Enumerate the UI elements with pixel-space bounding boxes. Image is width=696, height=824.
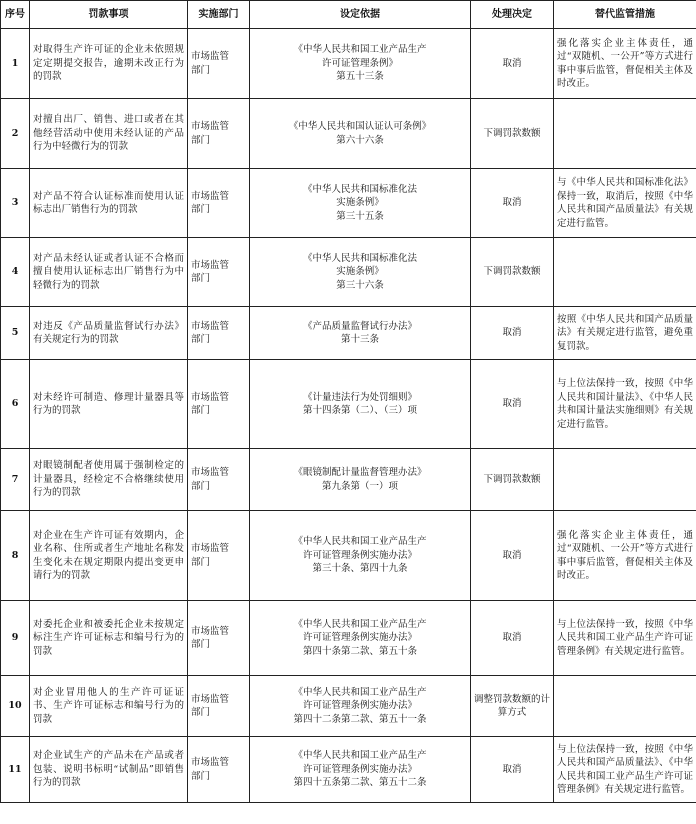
legal-basis-line: 《中华人民共和国认证认可条例》 <box>288 121 432 132</box>
legal-basis-line: 实施条例》 <box>336 266 384 278</box>
legal-basis-line: 《产品质量监督试行办法》 <box>302 320 417 332</box>
header-decision: 处理决定 <box>471 1 554 29</box>
legal-basis-cell <box>250 169 471 238</box>
legal-basis-line: 第十三条 <box>340 334 379 345</box>
legal-basis-line: 许可证管理条例实施办法》 <box>302 632 417 644</box>
table-row <box>1 307 696 360</box>
table-body <box>1 29 696 803</box>
alternative-measure-cell <box>554 676 696 737</box>
fine-item-cell: 对企业在生产许可证有效期内，企业名称、住所或者生产地址名称发生变化未在规定期限内提出变更申请行为的罚款 <box>30 511 188 601</box>
legal-basis-line: 《计量违法行为处罚细则》 <box>302 391 417 403</box>
decision-cell: 下调罚款数额 <box>471 449 554 511</box>
row-number: 7 <box>1 449 30 511</box>
row-number: 1 <box>1 29 30 99</box>
header-dept: 实施部门 <box>188 1 250 29</box>
legal-basis-line: 第三十六条 <box>336 279 384 291</box>
table-header-row <box>1 1 696 29</box>
legal-basis-line: 实施条例》 <box>336 197 384 209</box>
alternative-measure-cell: 与上位法保持一致，按照《中华人民共和国工业产品生产许可证管理条例》有关规定进行监管。 <box>554 601 696 676</box>
alternative-measure-cell: 与《中华人民共和国标准化法》保持一致，取消后，按照《中华人民共和国产品质量法》有关规定进行监管。 <box>554 169 696 238</box>
department-cell: 市场监管部门 <box>188 449 250 511</box>
fine-item-cell: 对擅自出厂、销售、进口或者在其他经营活动中使用未经认证的产品行为中轻微行为的罚款 <box>30 99 188 169</box>
alternative-measure-cell <box>554 99 696 169</box>
alternative-measure-cell <box>554 238 696 307</box>
legal-basis-cell <box>250 29 471 99</box>
row-number: 8 <box>1 511 30 601</box>
legal-basis-line: 《中华人民共和国标准化法 <box>302 183 417 195</box>
header-basis: 设定依据 <box>250 1 471 29</box>
decision-cell: 取消 <box>471 307 554 360</box>
table-row <box>1 169 696 238</box>
table-row <box>1 238 696 307</box>
decision-cell: 取消 <box>471 360 554 449</box>
alternative-measure-cell <box>554 449 696 511</box>
legal-basis-line: 第三十五条 <box>336 210 384 222</box>
legal-basis-cell <box>250 449 471 511</box>
fine-item-cell: 对违反《产品质量监督试行办法》有关规定行为的罚款 <box>30 307 188 360</box>
legal-basis-cell <box>250 676 471 737</box>
legal-basis-line: 《眼镜制配计量监督管理办法》 <box>293 467 427 478</box>
decision-cell: 调整罚款数额的计算方式 <box>471 676 554 737</box>
legal-basis-line: 第四十五条第二款、第五十二条 <box>293 777 427 789</box>
row-number: 5 <box>1 307 30 360</box>
table-row <box>1 360 696 449</box>
legal-basis-line: 《中华人民共和国工业产品生产 <box>293 618 427 630</box>
decision-cell: 取消 <box>471 29 554 99</box>
table-row <box>1 29 696 99</box>
fine-item-cell: 对产品不符合认证标准而使用认证标志出厂销售行为的罚款 <box>30 169 188 238</box>
legal-basis-cell <box>250 360 471 449</box>
legal-basis-line: 第十四条第（二）、（三）项 <box>302 405 417 416</box>
legal-basis-cell <box>250 601 471 676</box>
legal-basis-line: 第四十条第二款、第五十条 <box>302 645 417 657</box>
legal-basis-line: 第三十条、第四十九条 <box>312 563 408 575</box>
decision-cell: 下调罚款数额 <box>471 99 554 169</box>
table-row <box>1 99 696 169</box>
decision-cell: 取消 <box>471 169 554 238</box>
fine-item-cell: 对眼镜制配者使用属于强制检定的计量器具，经检定不合格继续使用行为的罚款 <box>30 449 188 511</box>
alternative-measure-cell: 与上位法保持一致，按照《中华人民共和国产品质量法》、《中华人民共和国工业产品生产许可证管理条例》有关规定进行监管。 <box>554 737 696 803</box>
legal-basis-cell <box>250 238 471 307</box>
legal-basis-cell <box>250 511 471 601</box>
legal-basis-line: 第五十三条 <box>336 71 384 83</box>
fine-item-cell: 对产品未经认证或者认证不合格而擅自使用认证标志出厂销售行为中轻微行为的罚款 <box>30 238 188 307</box>
department-cell: 市场监管部门 <box>188 169 250 238</box>
legal-basis-line: 《中华人民共和国标准化法 <box>302 252 417 264</box>
row-number: 3 <box>1 169 30 238</box>
legal-basis-line: 《中华人民共和国工业产品生产 <box>293 686 427 698</box>
fine-item-cell: 对企业试生产的产品未在产品或者包装、说明书标明“试制品”即销售行为的罚款 <box>30 737 188 803</box>
legal-basis-cell <box>250 307 471 360</box>
decision-cell: 取消 <box>471 737 554 803</box>
legal-basis-line: 第四十二条第二款、第五十一条 <box>293 713 427 725</box>
department-cell: 市场监管部门 <box>188 238 250 307</box>
decision-cell: 取消 <box>471 601 554 676</box>
fine-item-cell: 对委托企业和被委托企业未按规定标注生产许可证标志和编号行为的罚款 <box>30 601 188 676</box>
alternative-measure-cell: 强化落实企业主体责任，通过“双随机、一公开”等方式进行事中事后监管，督促相关主体及时改正。 <box>554 511 696 601</box>
table-row <box>1 601 696 676</box>
table-row <box>1 676 696 737</box>
legal-basis-cell <box>250 737 471 803</box>
legal-basis-line: 《中华人民共和国工业产品生产 <box>293 750 427 762</box>
row-number: 6 <box>1 360 30 449</box>
fine-item-cell: 对未经许可制造、修理计量器具等行为的罚款 <box>30 360 188 449</box>
department-cell: 市场监管部门 <box>188 29 250 99</box>
legal-basis-line: 许可证管理条例实施办法》 <box>302 549 417 561</box>
table-row <box>1 511 696 601</box>
department-cell: 市场监管部门 <box>188 307 250 360</box>
alternative-measure-cell: 按照《中华人民共和国产品质量法》有关规定进行监管，避免重复罚款。 <box>554 307 696 360</box>
row-number: 11 <box>1 737 30 803</box>
legal-basis-line: 第九条第（一）项 <box>321 480 398 492</box>
department-cell: 市场监管部门 <box>188 676 250 737</box>
header-no: 序号 <box>1 1 30 29</box>
alternative-measure-cell: 强化落实企业主体责任，通过“双随机、一公开”等方式进行事中事后监管，督促相关主体及时改正。 <box>554 29 696 99</box>
decision-cell: 下调罚款数额 <box>471 238 554 307</box>
header-item: 罚款事项 <box>30 1 188 29</box>
department-cell: 市场监管部门 <box>188 737 250 803</box>
legal-basis-line: 许可证管理条例实施办法》 <box>302 700 417 712</box>
table-row <box>1 737 696 803</box>
row-number: 10 <box>1 676 30 737</box>
department-cell: 市场监管部门 <box>188 511 250 601</box>
legal-basis-line: 《中华人民共和国工业产品生产 <box>293 44 427 56</box>
row-number: 4 <box>1 238 30 307</box>
row-number: 9 <box>1 601 30 676</box>
fine-item-cell: 对取得生产许可证的企业未依照规定定期提交报告，逾期未改正行为的罚款 <box>30 29 188 99</box>
department-cell: 市场监管部门 <box>188 99 250 169</box>
header-measure: 替代监管措施 <box>554 1 696 29</box>
department-cell: 市场监管部门 <box>188 601 250 676</box>
legal-basis-line: 许可证管理条例实施办法》 <box>302 763 417 775</box>
alternative-measure-cell: 与上位法保持一致，按照《中华人民共和国计量法》、《中华人民共和国计量法实施细则》有关规定进行监管。 <box>554 360 696 449</box>
decision-cell: 取消 <box>471 511 554 601</box>
row-number: 2 <box>1 99 30 169</box>
legal-basis-line: 许可证管理条例》 <box>321 57 398 69</box>
table-row <box>1 449 696 511</box>
legal-basis-line: 《中华人民共和国工业产品生产 <box>293 536 427 548</box>
fine-item-cell: 对企业冒用他人的生产许可证证书、生产许可证标志和编号行为的罚款 <box>30 676 188 737</box>
department-cell: 市场监管部门 <box>188 360 250 449</box>
legal-basis-cell <box>250 99 471 169</box>
legal-basis-line: 第六十六条 <box>336 134 384 146</box>
